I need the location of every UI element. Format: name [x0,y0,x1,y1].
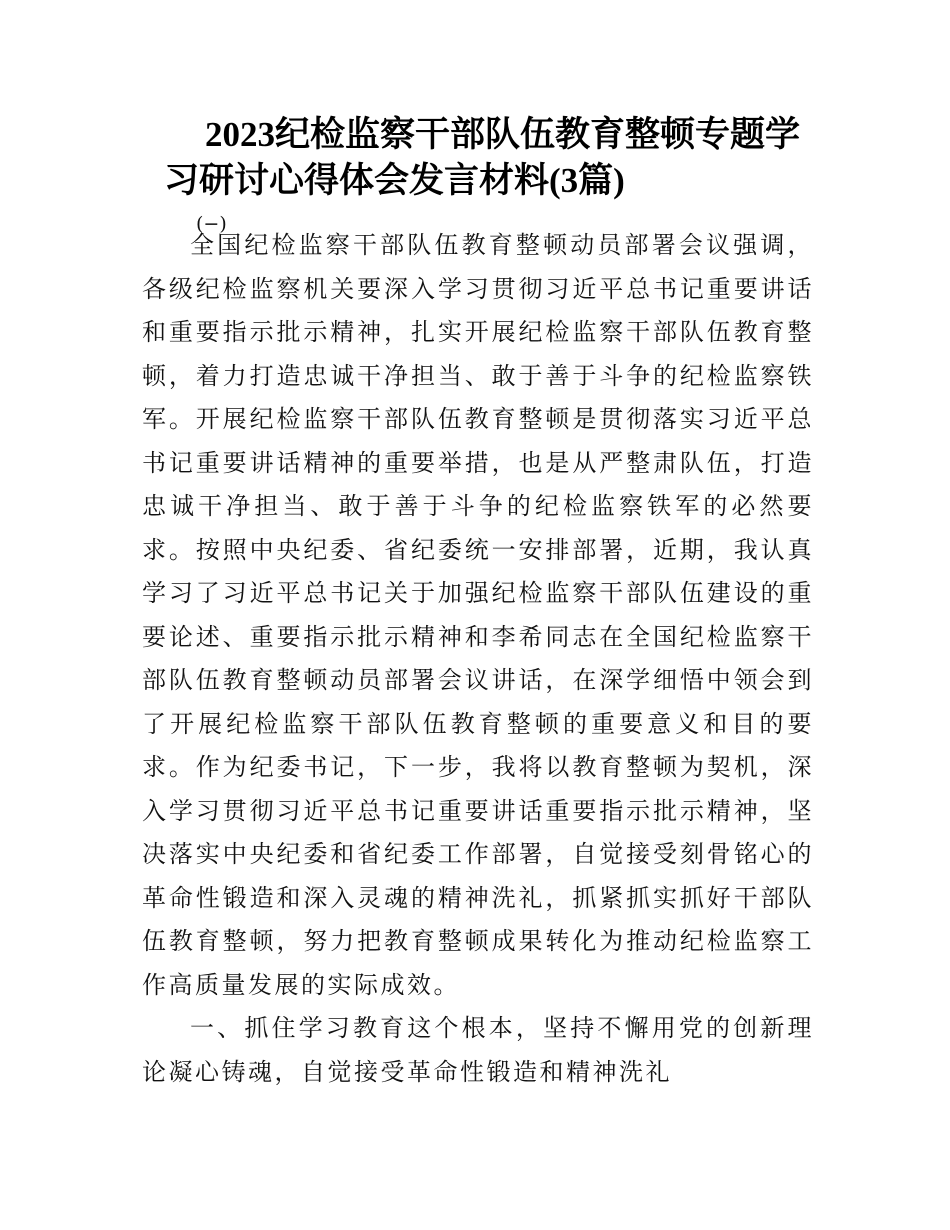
document-title [140,112,820,204]
document-body [142,224,814,1094]
title-line-1: 2023纪检监察干部队伍教育整顿专题学 [205,115,801,154]
body-paragraph-1: 全国纪检监察干部队伍教育整顿动员部署会议强调，各级纪检监察机关要深入学习贯彻习近平总书记重要讲话和重要指示批示精神，扎实开展纪检监察干部队伍教育整顿，着力打造忠诚干净担当、敢于善于斗争的纪检监察铁军。开展纪检监察干部队伍教育整顿是贯彻落实习近平总书记重要讲话精神的重要举措，也是从严整肃队伍，打造忠诚干净担当、敢于善于斗争的纪检监察铁军的必然要求。按照中央纪委、省纪委统一安排部署，近期，我认真学习了习近平总书记关于加强纪检监察干部队伍建设的重要论述、重要指示批示精神和李希同志在全国纪检监察干部队伍教育整顿动员部署会议讲话，在深学细悟中领会到了开展纪检监察干部队伍教育整顿的重要意义和目的要求。作为纪委书记，下一步，我将以教育整顿为契机，深入学习贯彻习近平总书记重要讲话重要指示批示精神，坚决落实中央纪委和省纪委工作部署，自觉接受刻骨铭心的革命性锻造和深入灵魂的精神洗礼，抓紧抓实抓好干部队伍教育整顿，努力把教育整顿成果转化为推动纪检监察工作高质量发展的实际成效。 [142,231,814,999]
body-paragraph-2: 一、抓住学习教育这个根本，坚持不懈用党的创新理论凝心铸魂，自觉接受革命性锻造和精神洗礼 [142,1014,814,1086]
section-marker: (−) [196,213,227,235]
title-line-2: 习研讨心得体会发言材料(3篇) [164,161,625,200]
